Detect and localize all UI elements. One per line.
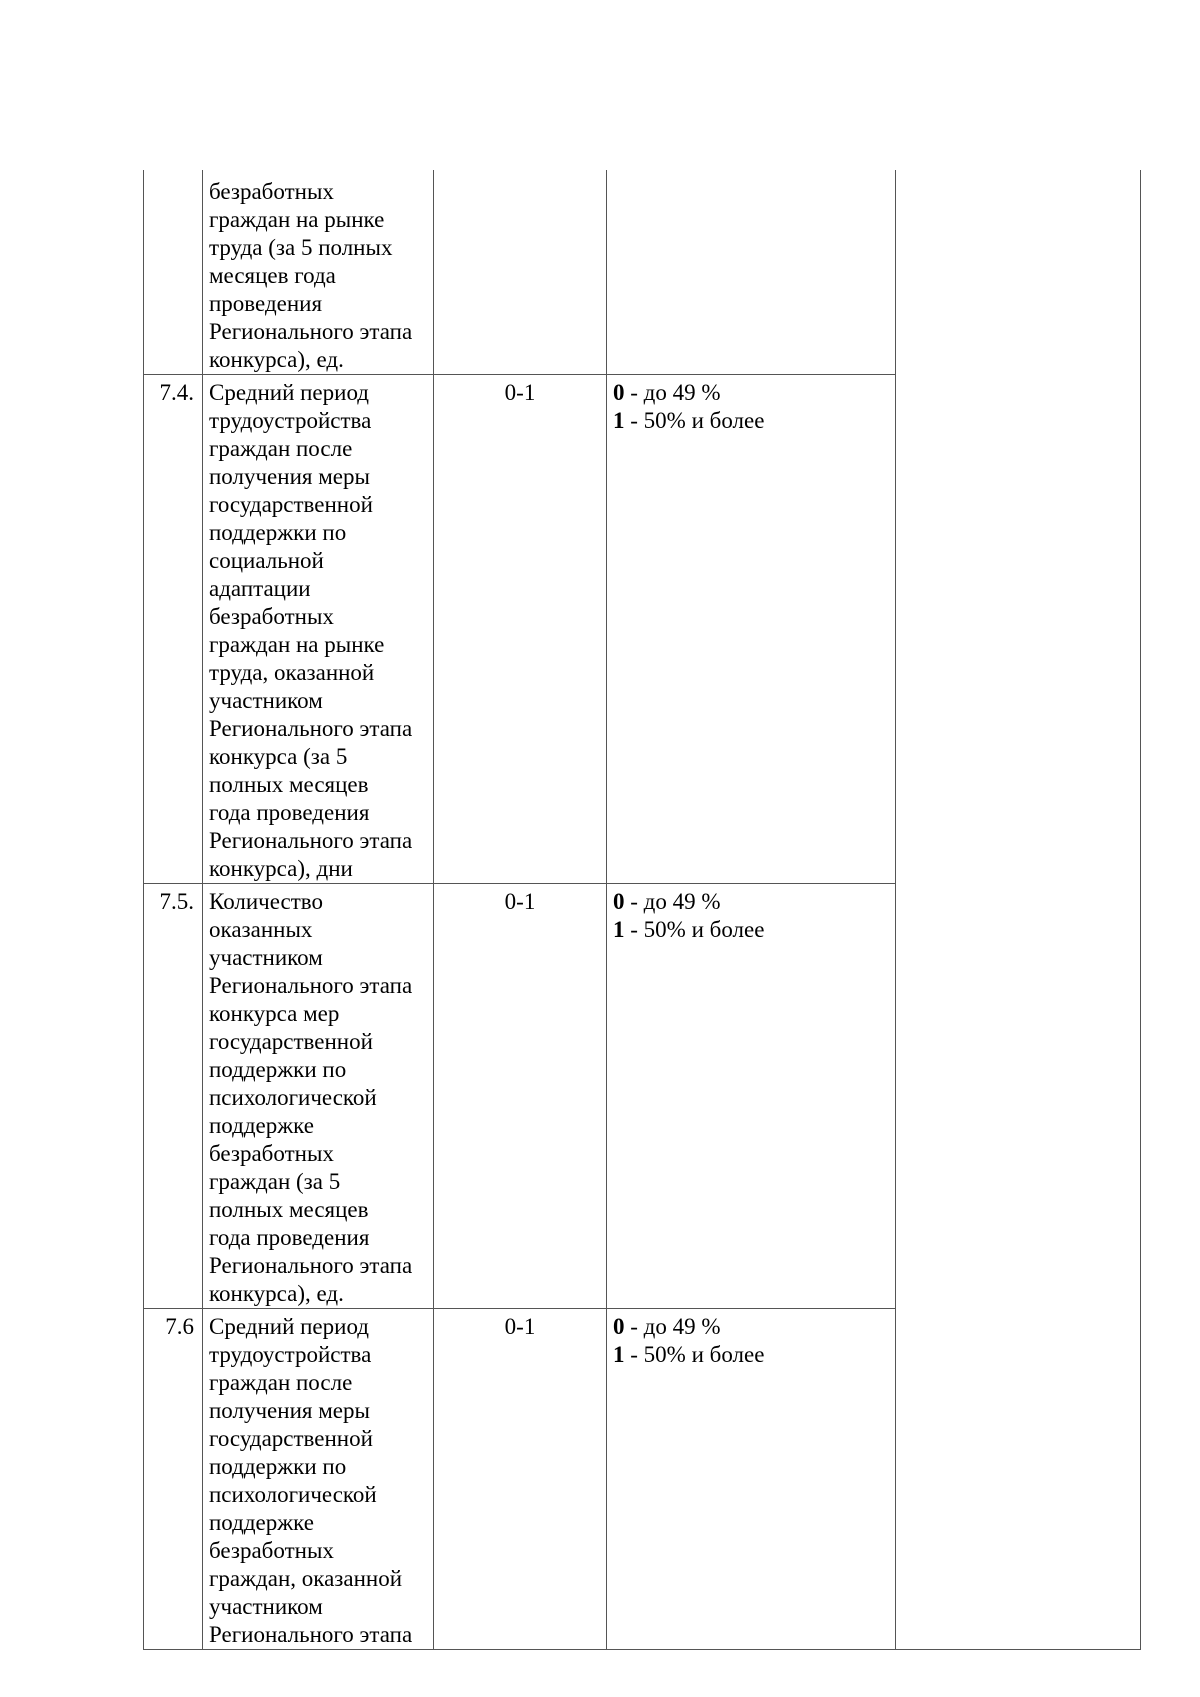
description-line: психологической	[209, 1482, 377, 1507]
description-line: трудоустройства	[209, 1342, 372, 1367]
description-line: Средний период	[209, 380, 369, 405]
table-row	[144, 170, 1141, 375]
criterion-line	[613, 1341, 889, 1369]
description-line: года проведения	[209, 800, 370, 825]
description-line: поддержке	[209, 1113, 314, 1138]
description-line: конкурса (за 5	[209, 744, 348, 769]
row-number: 7.5.	[144, 884, 203, 1309]
description-line: граждан, оказанной	[209, 1566, 403, 1591]
criterion-line	[613, 379, 889, 407]
notes-cell	[896, 170, 1141, 1650]
description-line: граждан на рынке	[209, 207, 385, 232]
description-line: граждан после	[209, 1370, 353, 1395]
row-number: 7.6	[144, 1309, 203, 1650]
description-line: граждан (за 5	[209, 1169, 341, 1194]
scoring-criteria	[607, 884, 896, 1309]
description-line: трудоустройства	[209, 408, 372, 433]
description-line: труда, оказанной	[209, 660, 375, 685]
scoring-criteria	[607, 170, 896, 375]
description-line: поддержки по	[209, 1454, 347, 1479]
criterion-text: - 50% и более	[624, 917, 765, 942]
description-line: труда (за 5 полных	[209, 235, 393, 260]
description-line: полных месяцев	[209, 1197, 369, 1222]
description-line: оказанных	[209, 917, 313, 942]
description-line: государственной	[209, 1029, 373, 1054]
criterion-line	[613, 888, 889, 916]
indicator-description	[203, 1309, 434, 1650]
description-line: Регионального этапа	[209, 1622, 413, 1647]
criterion-score: 1	[613, 408, 625, 433]
criterion-line	[613, 916, 889, 944]
description-line: получения меры	[209, 1398, 370, 1423]
description-line: конкурса), ед.	[209, 1281, 344, 1306]
row-number: 7.4.	[144, 375, 203, 884]
description-line: полных месяцев	[209, 772, 369, 797]
description-line: государственной	[209, 492, 373, 517]
criterion-text: - 50% и более	[624, 1342, 765, 1367]
criterion-text: - до 49 %	[624, 889, 721, 914]
description-line: государственной	[209, 1426, 373, 1451]
criteria-table	[143, 170, 1141, 1650]
description-line: Регионального этапа	[209, 319, 413, 344]
description-line: конкурса), ед.	[209, 347, 344, 372]
score-range	[434, 170, 607, 375]
description-line: граждан после	[209, 436, 353, 461]
description-line: адаптации	[209, 576, 311, 601]
criterion-score: 1	[613, 917, 625, 942]
criterion-score: 0	[613, 1314, 625, 1339]
description-line: поддержке	[209, 1510, 314, 1535]
description-line: безработных	[209, 604, 334, 629]
description-line: участником	[209, 688, 323, 713]
description-line: поддержки по	[209, 520, 347, 545]
description-line: Регионального этапа	[209, 973, 413, 998]
description-line: месяцев года	[209, 263, 336, 288]
description-line: Регионального этапа	[209, 716, 413, 741]
criterion-text: - до 49 %	[624, 380, 721, 405]
description-line: Регионального этапа	[209, 1253, 413, 1278]
description-line: безработных	[209, 179, 334, 204]
description-line: участником	[209, 945, 323, 970]
description-line: социальной	[209, 548, 324, 573]
description-line: получения меры	[209, 464, 370, 489]
criterion-text: - 50% и более	[624, 408, 765, 433]
description-line: психологической	[209, 1085, 377, 1110]
indicator-description	[203, 170, 434, 375]
description-line: проведения	[209, 291, 323, 316]
indicator-description	[203, 375, 434, 884]
criteria-table-body	[144, 170, 1141, 1650]
description-line: Количество	[209, 889, 323, 914]
description-line: граждан на рынке	[209, 632, 385, 657]
description-line: безработных	[209, 1538, 334, 1563]
score-range: 0-1	[434, 1309, 607, 1650]
criterion-line	[613, 407, 889, 435]
criterion-score: 0	[613, 380, 625, 405]
scoring-criteria	[607, 1309, 896, 1650]
description-line: конкурса), дни	[209, 856, 353, 881]
criterion-text: - до 49 %	[624, 1314, 721, 1339]
criterion-line	[613, 1313, 889, 1341]
description-line: Средний период	[209, 1314, 369, 1339]
scoring-criteria	[607, 375, 896, 884]
score-range: 0-1	[434, 884, 607, 1309]
description-line: поддержки по	[209, 1057, 347, 1082]
indicator-description	[203, 884, 434, 1309]
description-line: года проведения	[209, 1225, 370, 1250]
score-range: 0-1	[434, 375, 607, 884]
description-line: Регионального этапа	[209, 828, 413, 853]
description-line: безработных	[209, 1141, 334, 1166]
description-line: конкурса мер	[209, 1001, 340, 1026]
row-number	[144, 170, 203, 375]
description-line: участником	[209, 1594, 323, 1619]
criterion-score: 1	[613, 1342, 625, 1367]
criterion-score: 0	[613, 889, 625, 914]
